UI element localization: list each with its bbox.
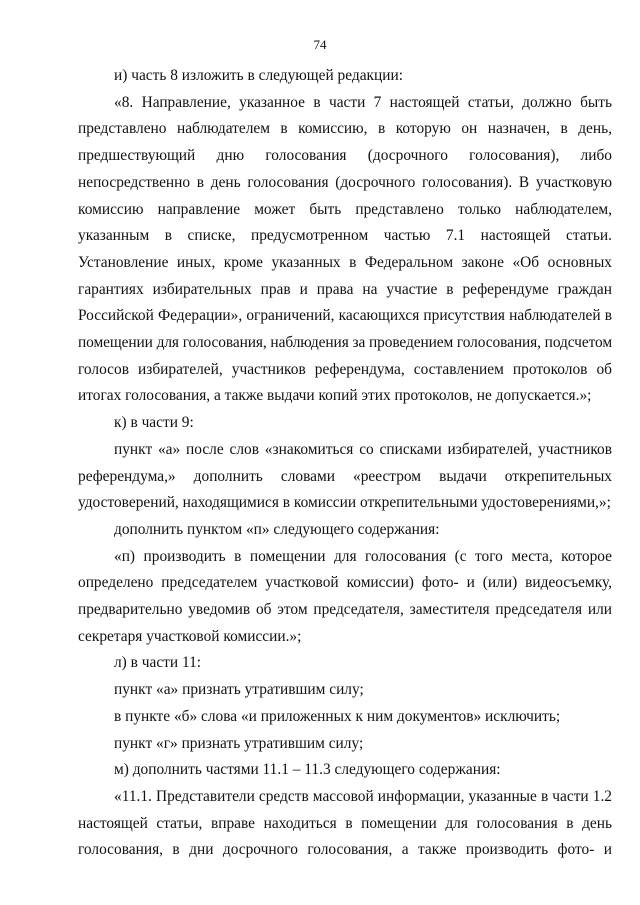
- text-line: комиссию направление может быть представлено только наблюдателем,: [78, 200, 612, 218]
- text-line: к) в части 9:: [114, 414, 194, 432]
- text-line: указанным в списке, предусмотренном частью 7.1 настоящей статьи.: [78, 227, 612, 245]
- paragraph: [78, 677, 612, 704]
- paragraph: [78, 757, 612, 784]
- text-line: предварительно уведомив об этом председателя, заместителя председателя или: [78, 601, 612, 619]
- paragraph: [78, 731, 612, 758]
- text-line: Российской Федерации», ограничений, касающихся присутствия наблюдателей в: [78, 307, 612, 325]
- text-line: голосов избирателей, участников референдума, составлением протоколов об: [78, 360, 612, 378]
- text-line: непосредственно в день голосования (досрочного голосования). В участковую: [78, 173, 612, 191]
- text-line: определено председателем участковой комиссии) фото- и (или) видеосъемку,: [78, 574, 612, 592]
- document-body: [78, 63, 612, 864]
- paragraph: [78, 410, 612, 437]
- text-line: итогах голосования, а также выдачи копий этих протоколов, не допускается.»;: [78, 387, 592, 405]
- text-line: и) часть 8 изложить в следующей редакции:: [114, 67, 404, 84]
- text-line: секретаря участковой комиссии.»;: [78, 627, 302, 645]
- paragraph: [78, 704, 612, 731]
- page-number: 74: [313, 37, 327, 52]
- paragraph: [78, 650, 612, 677]
- text-line: Установление иных, кроме указанных в Федеральном законе «Об основных: [78, 253, 612, 271]
- text-line: «8. Направление, указанное в части 7 настоящей статьи, должно быть: [114, 93, 612, 111]
- text-line: пункт «г» признать утратившим силу;: [114, 734, 364, 752]
- text-line: представлено наблюдателем в комиссию, в которую он назначен, в день,: [78, 120, 612, 138]
- text-line: настоящей статьи, вправе находиться в помещении для голосования в день: [78, 814, 612, 832]
- text-line: м) дополнить частями 11.1 – 11.3 следующего содержания:: [114, 761, 501, 779]
- paragraph: [78, 544, 612, 651]
- paragraph: [78, 784, 612, 864]
- text-line: л) в части 11:: [114, 654, 202, 672]
- paragraph: [78, 437, 612, 517]
- paragraph: [78, 517, 612, 544]
- text-line: в пункте «б» слова «и приложенных к ним документов» исключить;: [114, 707, 561, 725]
- text-line: «11.1. Представители средств массовой информации, указанные в части 1.2: [114, 787, 612, 805]
- text-line: референдума,» дополнить словами «реестром выдачи открепительных: [78, 467, 612, 485]
- text-line: помещении для голосования, наблюдения за проведением голосования, подсчетом: [78, 334, 612, 352]
- text-line: «п) производить в помещении для голосования (с того места, которое: [114, 547, 612, 565]
- text-line: пункт «а» после слов «знакомиться со списками избирателей, участников: [114, 440, 612, 458]
- text-line: гарантиях избирательных прав и права на участие в референдуме граждан: [78, 280, 612, 298]
- text-line: пункт «а» признать утратившим силу;: [114, 681, 364, 699]
- paragraph: [78, 90, 612, 410]
- text-line: голосования, в дни досрочного голосования, а также производить фото- и: [78, 841, 612, 859]
- paragraph: [78, 63, 612, 90]
- text-line: удостоверений, находящимися в комиссии открепительными удостоверениями,»;: [78, 494, 611, 512]
- text-line: предшествующий дню голосования (досрочного голосования), либо: [78, 147, 612, 165]
- text-line: дополнить пунктом «п» следующего содержания:: [114, 520, 440, 538]
